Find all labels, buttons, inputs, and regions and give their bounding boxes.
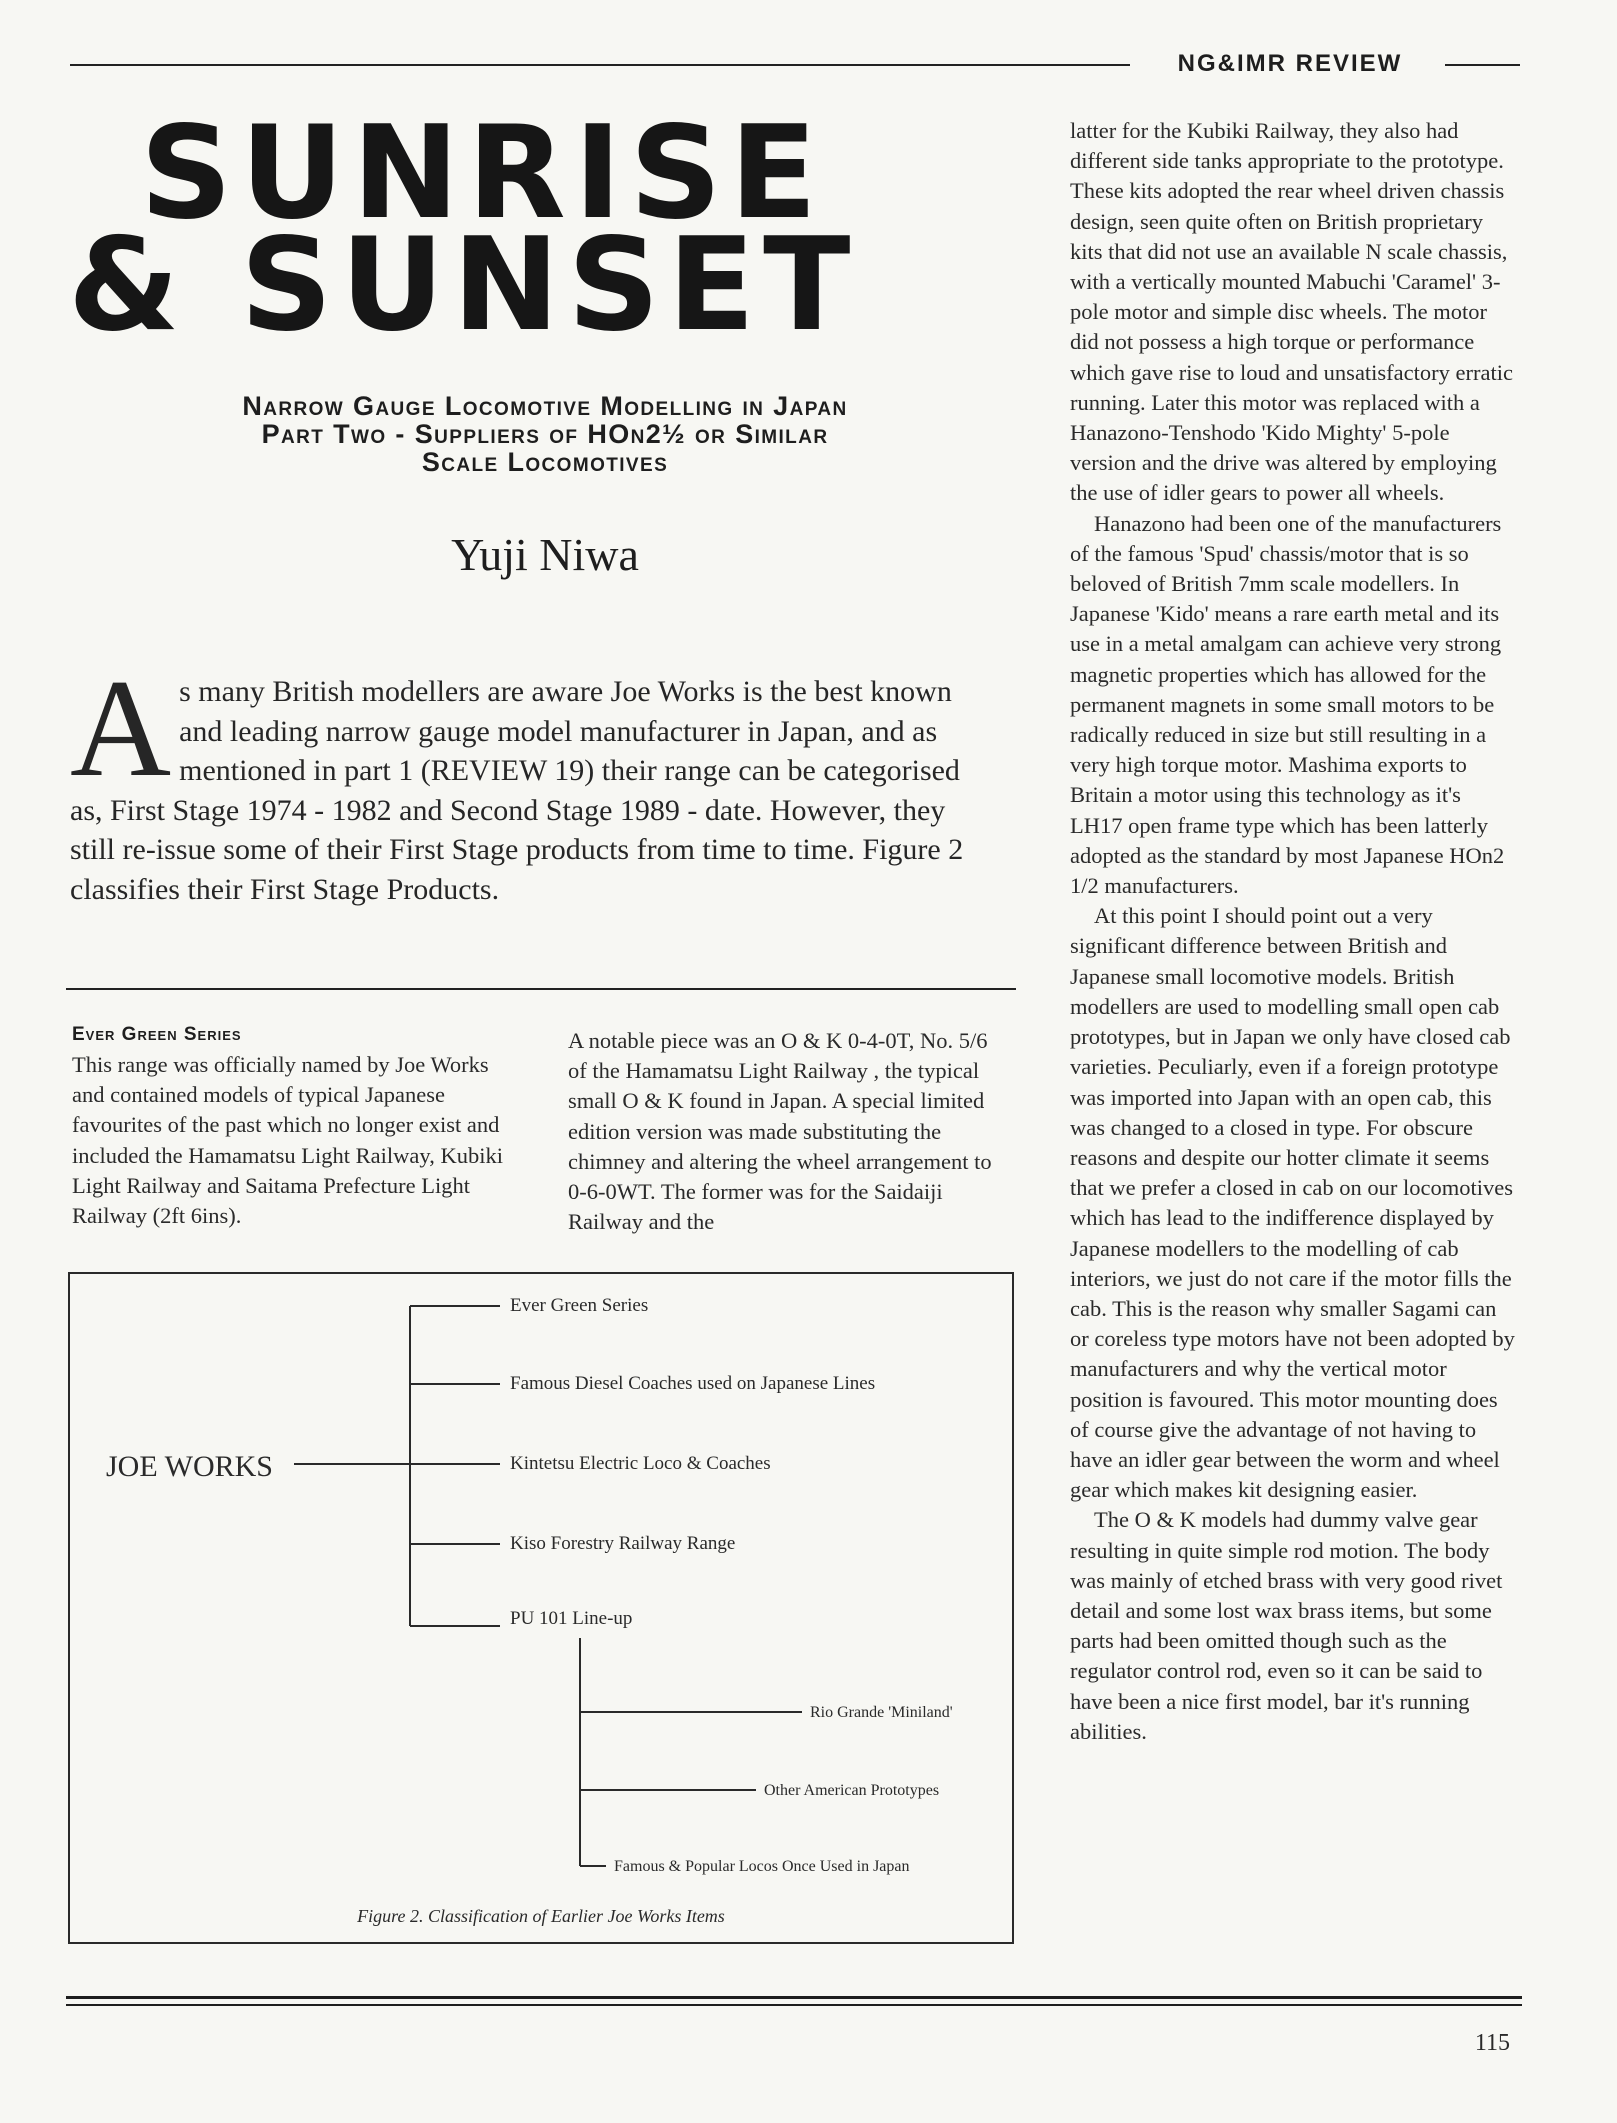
branch-label-5: PU 101 Line-up <box>510 1608 633 1629</box>
article-subtitle <box>60 392 1030 476</box>
article-title-line-2: & SUNSET <box>68 211 859 360</box>
author-name: Yuji Niwa <box>451 529 639 580</box>
section-heading: Ever Green Series <box>72 1024 242 1045</box>
intro-text: s many British modellers are aware Joe Works is the best known and leading narrow gauge model manufacturer in Japan, and as mentioned in part 1 (REVIEW 19) their range can be categorised as, First Stage 1974 - 1982 and Second Stage 1989 - date. However, they still re-issue some of their First Stage products from time to time. Figure 2 classifies their First Stage Products. <box>70 675 964 906</box>
section-column-1: This range was officially named by Joe Works and contained models of typical Japanese favourites of the past which no longer exist and included the Hamamatsu Light Railway, Kubiki Light Railway and Saitama Prefecture Light Railway (2ft 6ins). <box>72 1052 503 1229</box>
intro-paragraph <box>70 651 990 909</box>
section-column-2: A notable piece was an O & K 0-4-0T, No. 5/6 of the Hamamatsu Light Railway , the typical small O & K found in Japan. A special limited edition version was made substituting the chimney and altering the wheel arrangement to 0-6-0WT. The former was for the Saidaiji Railway and the <box>568 1028 992 1235</box>
subtitle-line-2: Part Two - Suppliers of HOn2½ or Similar <box>261 419 829 449</box>
sub-branch-label-2: Other American Prototypes <box>764 1782 940 1799</box>
sub-branch-label-1: Rio Grande 'Miniland' <box>810 1704 953 1721</box>
right-column <box>1070 116 1518 1747</box>
header-rule-left <box>70 64 1130 66</box>
root-label: JOE WORKS <box>106 1450 273 1483</box>
journal-header: NG&IMR REVIEW <box>1177 50 1403 77</box>
branch-label-1: Ever Green Series <box>510 1295 649 1316</box>
section-divider <box>66 988 1016 990</box>
article-title-line-1: SUNRISE <box>140 99 826 248</box>
subtitle-line-3: Scale Locomotives <box>421 447 669 477</box>
right-paragraph-3: At this point I should point out a very significant difference between British and Japanese small locomotive models. British modellers are used to modelling small open cab prototypes, but in Japan we only have closed cab varieties. Peculiarly, even if a foreign prototype was imported into Japan with an open cab, this was changed to a closed in type. For obscure reasons and despite our hotter climate it seems that we prefer a closed in cab on our locomotives which has lead to the indifference displayed by Japanese modellers to the modelling of cab interiors, we just do not care if the motor fills the cab. This is the reason why smaller Sagami can or coreless type motors have not been adopted by manufacturers and why the vertical motor position is favoured. This motor mounting does of course give the advantage of not having to have an idler gear between the worm and wheel gear which makes kit designing easier. <box>1070 903 1515 1503</box>
classification-diagram <box>68 1272 1014 1944</box>
figure-caption: Figure 2. Classification of Earlier Joe Works Items <box>357 1906 725 1926</box>
page-number: 115 <box>1474 2030 1510 2056</box>
branch-label-3: Kintetsu Electric Loco & Coaches <box>510 1453 771 1474</box>
sub-branch-label-3: Famous & Popular Locos Once Used in Japan <box>614 1858 910 1875</box>
branch-label-2: Famous Diesel Coaches used on Japanese Lines <box>510 1373 876 1394</box>
right-paragraph-4: The O & K models had dummy valve gear resulting in quite simple rod motion. The body was mainly of etched brass with very good rivet detail and some lost wax brass items, but some parts had been omitted though such as the regulator control rod, even so it can be said to have been a nice first model, bar it's running abilities. <box>1070 1507 1503 1744</box>
header-rule-right <box>1445 64 1520 66</box>
right-paragraph-2: Hanazono had been one of the manufacturers of the famous 'Spud' chassis/motor that is so beloved of British 7mm scale modellers. In Japanese 'Kido' means a rare earth metal and its use in a metal amalgam can achieve very strong magnetic properties which has allowed for the permanent magnets in some small motors to be radically reduced in size but still resulting in a very high torque motor. Mashima exports to Britain a motor using this technology as it's LH17 open frame type which has been latterly adopted as the standard by most Japanese HOn2 1/2 manufacturers. <box>1070 510 1505 899</box>
right-paragraph-1: latter for the Kubiki Railway, they also had different side tanks appropriate to the prototype. These kits adopted the rear wheel driven chassis design, seen quite often on British proprietary kits that did not use an available N scale chassis, with a vertically mounted Mabuchi 'Caramel' 3-pole motor and simple disc wheels. The motor did not possess a high torque or performance which gave rise to loud and unsatisfactory erratic running. Later this motor was replaced with a Hanazono-Tenshodo 'Kido Mighty' 5-pole version and the drive was altered by employing the use of idler gears to power all wheels. <box>1070 118 1513 506</box>
footer-rule-thick <box>66 1996 1522 1999</box>
subtitle-line-1: Narrow Gauge Locomotive Modelling in Japan <box>242 391 848 421</box>
drop-cap: A <box>70 651 172 806</box>
footer-rule-thin <box>66 2004 1522 2006</box>
branch-label-4: Kiso Forestry Railway Range <box>510 1533 736 1554</box>
